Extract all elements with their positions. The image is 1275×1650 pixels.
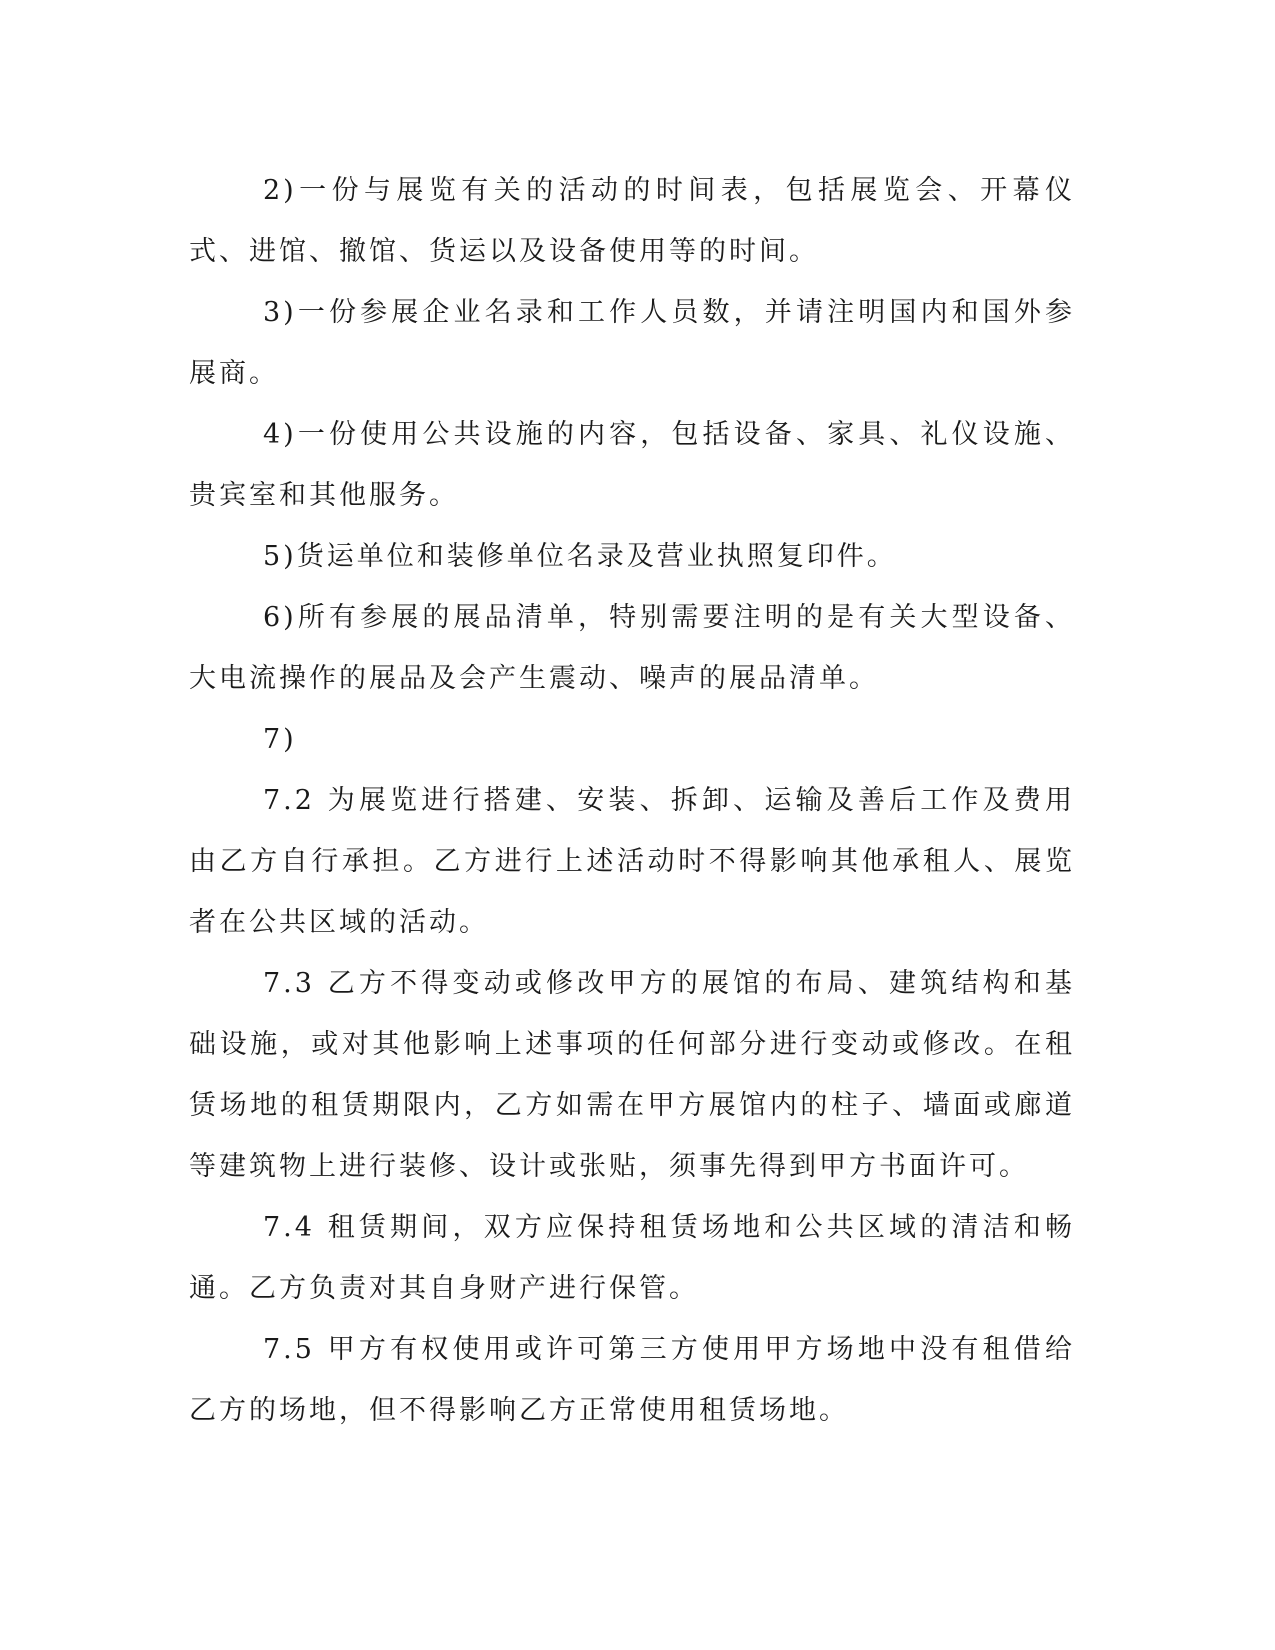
clause-7-2: 7.2 为展览进行搭建、安装、拆卸、运输及善后工作及费用由乙方自行承担。乙方进行上述活动时不得影响其他承租人、展览者在公共区域的活动。 [189, 785, 1075, 938]
paragraph-item-3: 3)一份参展企业名录和工作人员数，并请注明国内和国外参展商。 [189, 297, 1075, 389]
clause-7-3: 7.3 乙方不得变动或修改甲方的展馆的布局、建筑结构和基础设施，或对其他影响上述事项的任何部分进行变动或修改。在租赁场地的租赁期限内，乙方如需在甲方展馆内的柱子、墙面或廊道等建筑物上进行装修、设计或张贴，须事先得到甲方书面许可。 [189, 968, 1075, 1182]
document-body [189, 160, 1075, 1441]
paragraph-item-4: 4)一份使用公共设施的内容，包括设备、家具、礼仪设施、贵宾室和其他服务。 [189, 419, 1075, 511]
clause-7-5: 7.5 甲方有权使用或许可第三方使用甲方场地中没有租借给乙方的场地，但不得影响乙方正常使用租赁场地。 [189, 1334, 1075, 1426]
paragraph-item-2: 2)一份与展览有关的活动的时间表，包括展览会、开幕仪式、进馆、撤馆、货运以及设备使用等的时间。 [189, 175, 1075, 267]
clause-7-4: 7.4 租赁期间，双方应保持租赁场地和公共区域的清洁和畅通。乙方负责对其自身财产进行保管。 [189, 1212, 1075, 1304]
paragraph-item-5: 5)货运单位和装修单位名录及营业执照复印件。 [263, 541, 897, 572]
paragraph-item-7: 7) [263, 724, 297, 755]
paragraph-item-6: 6)所有参展的展品清单，特别需要注明的是有关大型设备、大电流操作的展品及会产生震动、噪声的展品清单。 [189, 602, 1075, 694]
